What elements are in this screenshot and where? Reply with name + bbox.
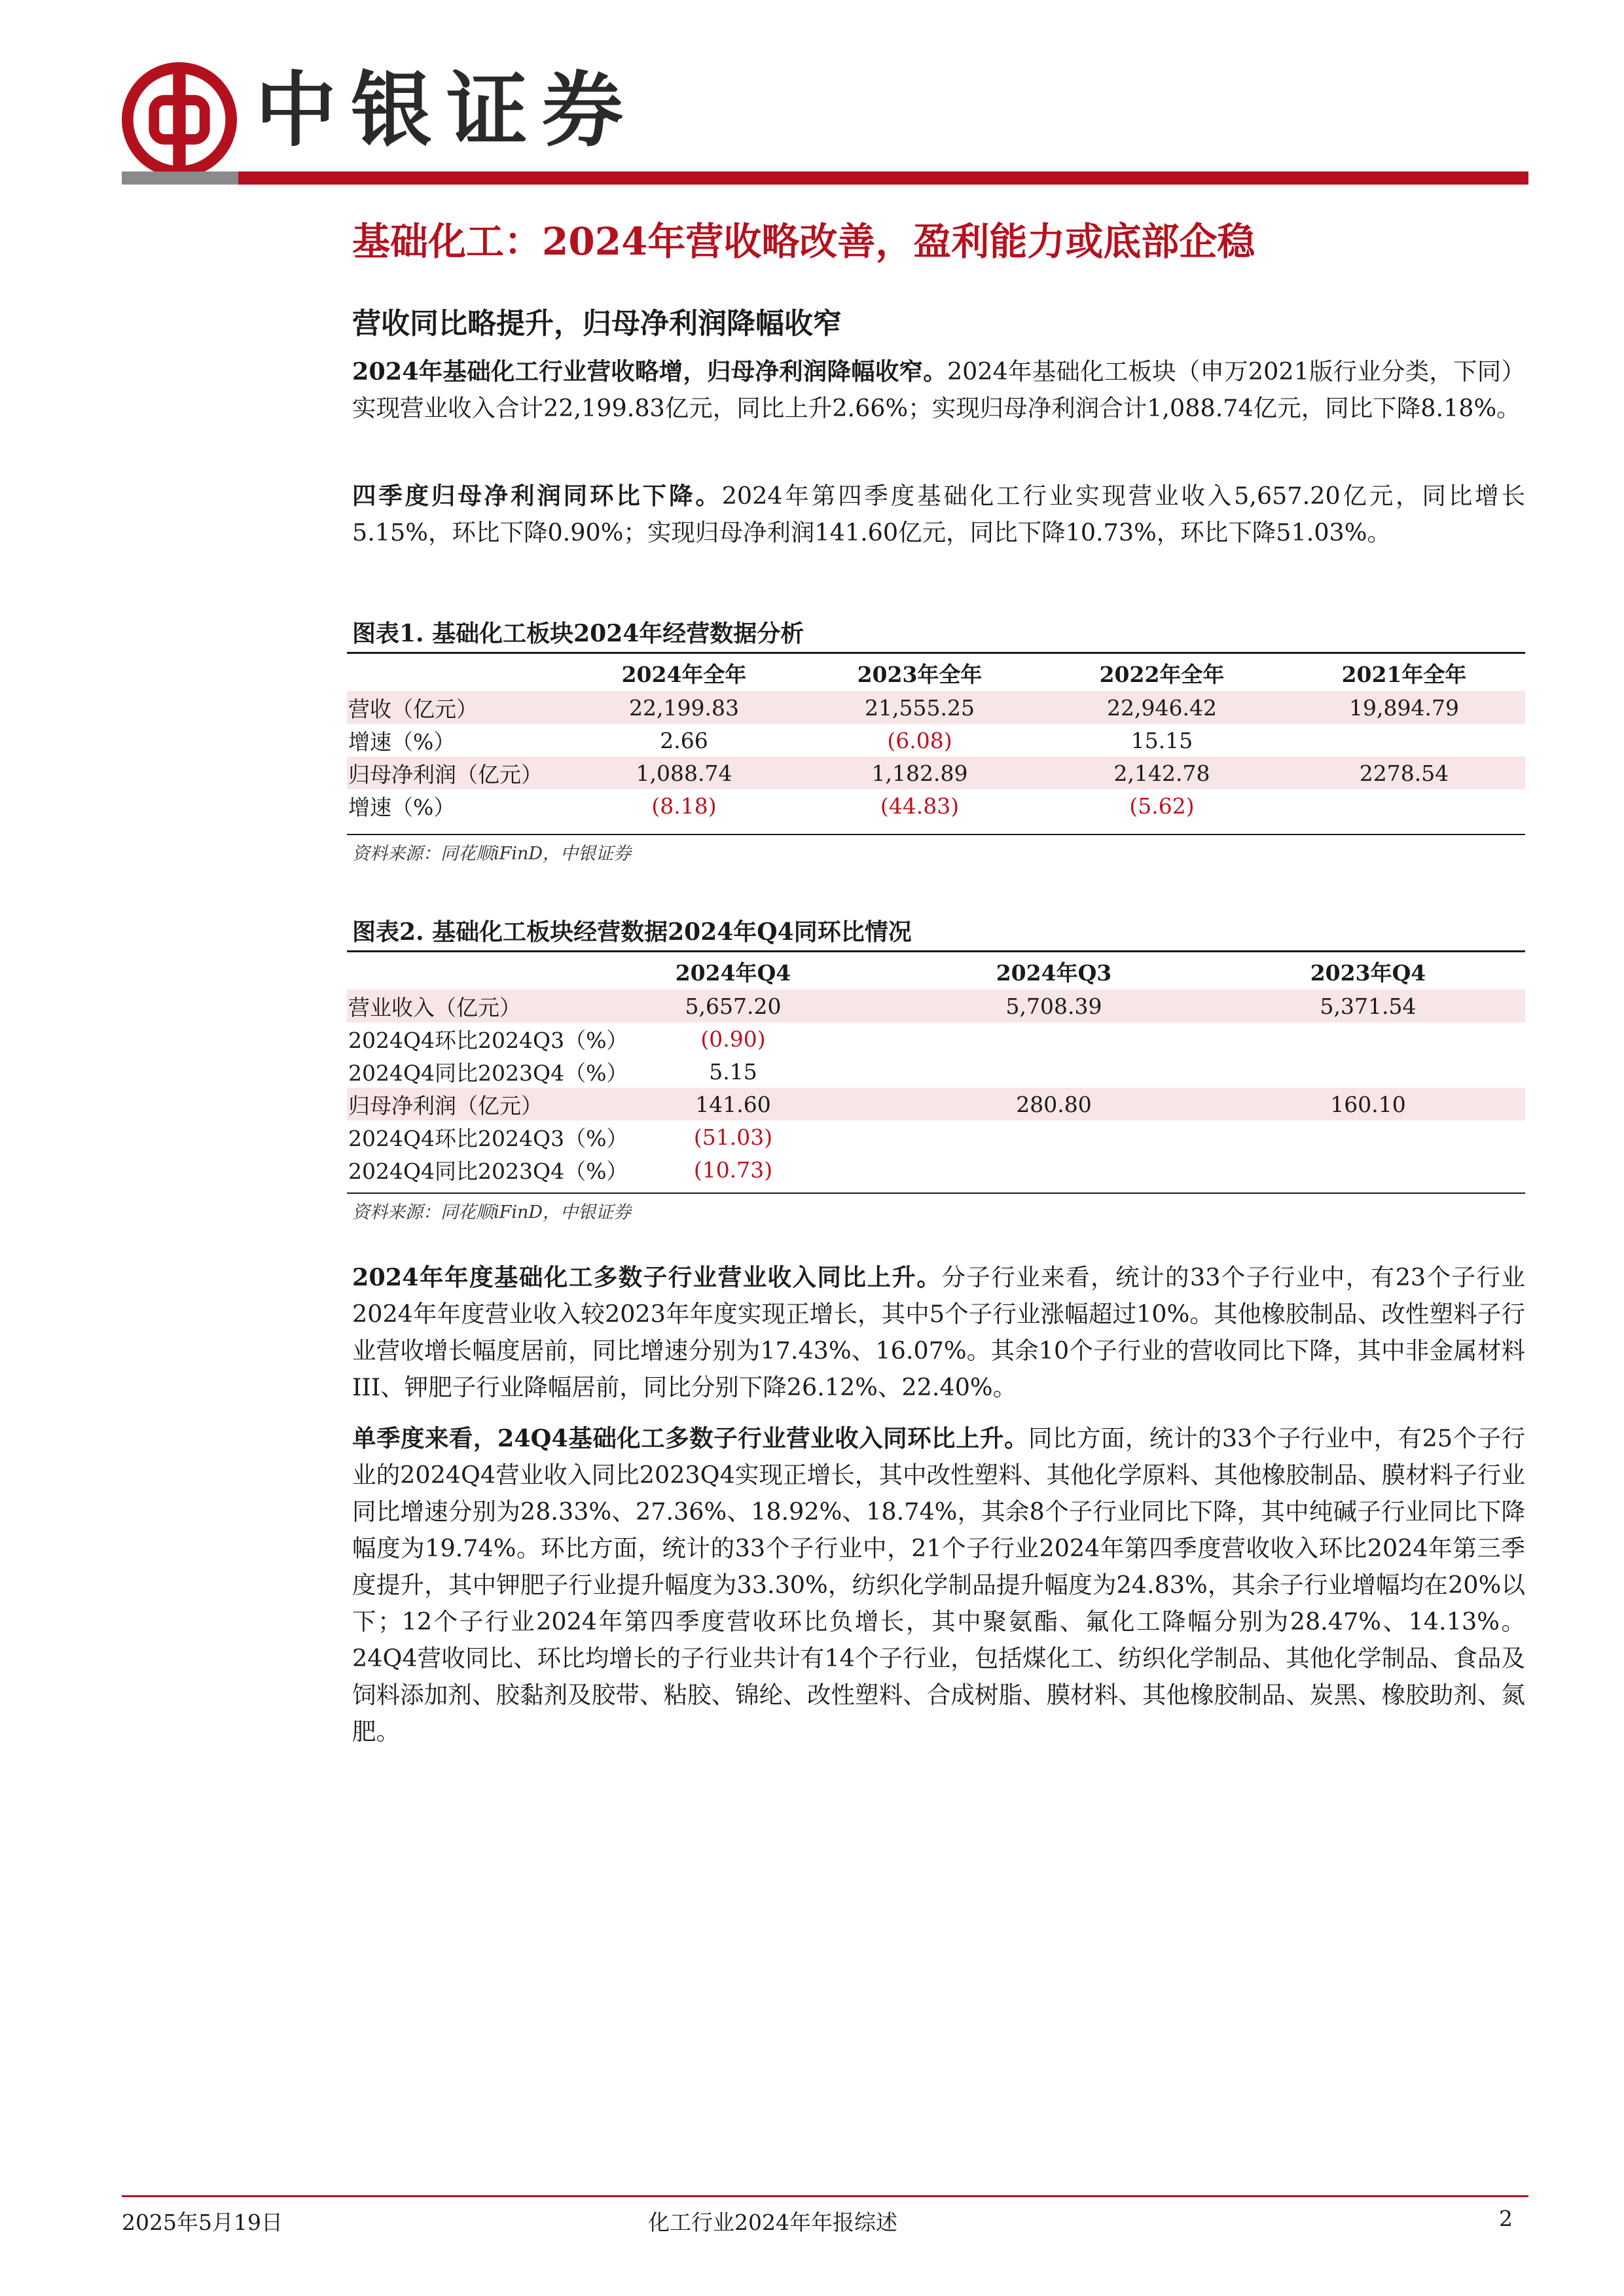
column-header: 2021年全年 xyxy=(1341,661,1467,687)
column-header: 2023年Q4 xyxy=(1310,960,1426,986)
table-cell: (6.08) xyxy=(887,727,952,753)
table2-bottom-rule xyxy=(347,1193,1525,1194)
table-cell: (8.18) xyxy=(651,793,717,819)
row-label: 2024Q4环比2024Q3（%） xyxy=(348,1027,628,1053)
footer-report-name: 化工行业2024年年报综述 xyxy=(648,2210,897,2235)
table-cell xyxy=(1211,1055,1525,1088)
table-row xyxy=(347,1121,1525,1153)
table-cell: (0.90) xyxy=(700,1026,766,1052)
table-row xyxy=(347,1153,1525,1186)
footer-rule xyxy=(122,2195,1528,2197)
paragraph-body: 同比方面，统计的33个子行业中，有25个子行业的2024Q4营业收入同比2023Q4实现正增长，其中改性塑料、其他化学原料、其他橡胶制品、膜材料子行业同比增速分别为28.33%、27.36%、18.92%、18.74%，其余8个子行业同比下降，其中纯碱子行业同比下降幅度为19.74%。环比方面，统计的33个子行业中，21个子行业2024年第四季度营收收入环比2024年第三季度提升，其中钾肥子行业提升幅度为33.30%，纺织化学制品提升幅度为24.83%，其余子行业增幅均在20%以下；12个子行业2024年第四季度营收环比负增长，其中聚氨酯、氟化工降幅分别为28.47%、14.13%。24Q4营收同比、环比均增长的子行业共计有14个子行业，包括煤化工、纺织化学制品、其他化学制品、食品及饲料添加剂、胶黏剂及胶带、粘胶、锦纶、改性塑料、合成树脂、膜材料、其他橡胶制品、炭黑、橡胶助剂、氮肥。 xyxy=(352,1424,1525,1746)
table-cell: 21,555.25 xyxy=(799,691,1041,724)
table-row xyxy=(347,724,1525,757)
table-row xyxy=(347,789,1525,822)
table-cell xyxy=(897,1022,1211,1055)
table1-title: 图表1. 基础化工板块2024年经营数据分析 xyxy=(352,620,804,647)
table1 xyxy=(347,655,1525,822)
column-header xyxy=(347,953,569,990)
paragraph-subsectors-quarterly xyxy=(352,1420,1525,1750)
table-cell: (5.62) xyxy=(1129,793,1195,819)
row-label: 增速（%） xyxy=(348,794,456,820)
row-label: 营业收入（亿元） xyxy=(347,990,569,1022)
table-cell: 15.15 xyxy=(1130,727,1193,753)
row-label: 2024Q4环比2024Q3（%） xyxy=(348,1125,628,1151)
row-label: 2024Q4同比2023Q4（%） xyxy=(348,1060,628,1086)
table-row xyxy=(347,1055,1525,1088)
table-cell: 160.10 xyxy=(1211,1088,1525,1121)
table-cell: 1,088.74 xyxy=(569,757,799,789)
paragraph-lead: 2024年年度基础化工多数子行业营业收入同比上升。 xyxy=(352,1263,942,1291)
company-logo-icon xyxy=(122,62,237,177)
table-cell xyxy=(1211,1153,1525,1186)
paragraph-lead: 四季度归母净利润同环比下降。 xyxy=(352,482,722,510)
table-cell: (44.83) xyxy=(880,793,960,819)
footer-date: 2025年5月19日 xyxy=(122,2210,283,2235)
column-header: 2024年全年 xyxy=(621,661,747,687)
table-cell: 19,894.79 xyxy=(1283,691,1525,724)
paragraph-lead: 单季度来看，24Q4基础化工多数子行业营业收入同环比上升。 xyxy=(352,1424,1028,1452)
paragraph-lead: 2024年基础化工行业营收略增，归母净利润降幅收窄。 xyxy=(352,357,947,386)
table-cell: (51.03) xyxy=(693,1124,773,1150)
column-header: 2024年Q3 xyxy=(996,960,1112,986)
table-row xyxy=(347,990,1525,1022)
paragraph-body: 2024年第四季度基础化工行业实现营业收入5,657.20亿元，同比增长5.15%，环比下降0.90%；实现归母净利润141.60亿元，同比下降10.73%，环比下降51.03%。 xyxy=(352,482,1526,547)
report-title: 基础化工：2024年营收略改善，盈利能力或底部企稳 xyxy=(352,219,1255,264)
paragraph-subsectors-annual xyxy=(352,1259,1525,1406)
table-cell xyxy=(1283,789,1525,822)
row-label: 增速（%） xyxy=(348,728,456,755)
paragraph-q4 xyxy=(352,478,1525,551)
table1-source: 资料来源：同花顺iFinD，中银证券 xyxy=(352,844,632,864)
table2-title: 图表2. 基础化工板块经营数据2024年Q4同环比情况 xyxy=(352,918,912,946)
paragraph-body: 2024年基础化工板块（申万2021版行业分类，下同）实现营业收入合计22,199.83亿元，同比上升2.66%；实现归母净利润合计1,088.74亿元，同比下降8.18%。 xyxy=(352,357,1525,422)
table1-bottom-rule xyxy=(347,834,1525,835)
table-cell: (10.73) xyxy=(693,1157,773,1183)
table-cell xyxy=(897,1153,1211,1186)
table-cell xyxy=(1211,1121,1525,1153)
table-cell: 1,182.89 xyxy=(799,757,1041,789)
paragraph-body: 分子行业来看，统计的33个子行业中，有23个子行业2024年年度营业收入较2023年年度实现正增长，其中5个子行业涨幅超过10%。其他橡胶制品、改性塑料子行业营收增长幅度居前，同比增速分别为17.43%、16.07%。其余10个子行业的营收同比下降，其中非金属材料III、钾肥子行业降幅居前，同比分别下降26.12%、22.40%。 xyxy=(352,1263,1526,1401)
table-cell: 5,371.54 xyxy=(1211,990,1525,1022)
table-cell: 2.66 xyxy=(660,727,708,753)
table-cell xyxy=(897,1055,1211,1088)
table-cell: 2,142.78 xyxy=(1041,757,1283,789)
column-header: 2022年全年 xyxy=(1099,661,1225,687)
row-label: 归母净利润（亿元） xyxy=(347,757,569,789)
table-cell xyxy=(897,1121,1211,1153)
table-cell: 5,708.39 xyxy=(897,990,1211,1022)
table-row xyxy=(347,1022,1525,1055)
table2-source: 资料来源：同花顺iFinD，中银证券 xyxy=(352,1202,632,1223)
table-cell: 141.60 xyxy=(569,1088,897,1121)
row-label: 归母净利润（亿元） xyxy=(347,1088,569,1121)
table-cell: 5.15 xyxy=(709,1058,757,1085)
header-red-bar xyxy=(238,171,1528,185)
table1-top-rule xyxy=(347,652,1525,654)
paragraph-annual xyxy=(352,353,1525,427)
table-cell: 22,946.42 xyxy=(1041,691,1283,724)
header-gray-bar xyxy=(122,171,238,185)
table-row xyxy=(347,757,1525,789)
table-cell: 5,657.20 xyxy=(569,990,897,1022)
table-cell xyxy=(1211,1022,1525,1055)
row-label: 2024Q4同比2023Q4（%） xyxy=(348,1158,628,1184)
column-header: 2023年全年 xyxy=(857,661,983,687)
table-cell: 280.80 xyxy=(897,1088,1211,1121)
table-row xyxy=(347,1088,1525,1121)
table-cell: 2278.54 xyxy=(1283,757,1525,789)
table2 xyxy=(347,953,1525,1186)
column-header xyxy=(347,655,569,691)
table-row xyxy=(347,691,1525,724)
brand-name: 中银证券 xyxy=(255,63,638,158)
table2-top-rule xyxy=(347,950,1525,952)
table-cell xyxy=(1283,724,1525,757)
table-cell: 22,199.83 xyxy=(569,691,799,724)
row-label: 营收（亿元） xyxy=(347,691,569,724)
page-number: 2 xyxy=(1499,2206,1513,2231)
column-header: 2024年Q4 xyxy=(675,960,791,986)
section-heading: 营收同比略提升，归母净利润降幅收窄 xyxy=(352,307,842,340)
